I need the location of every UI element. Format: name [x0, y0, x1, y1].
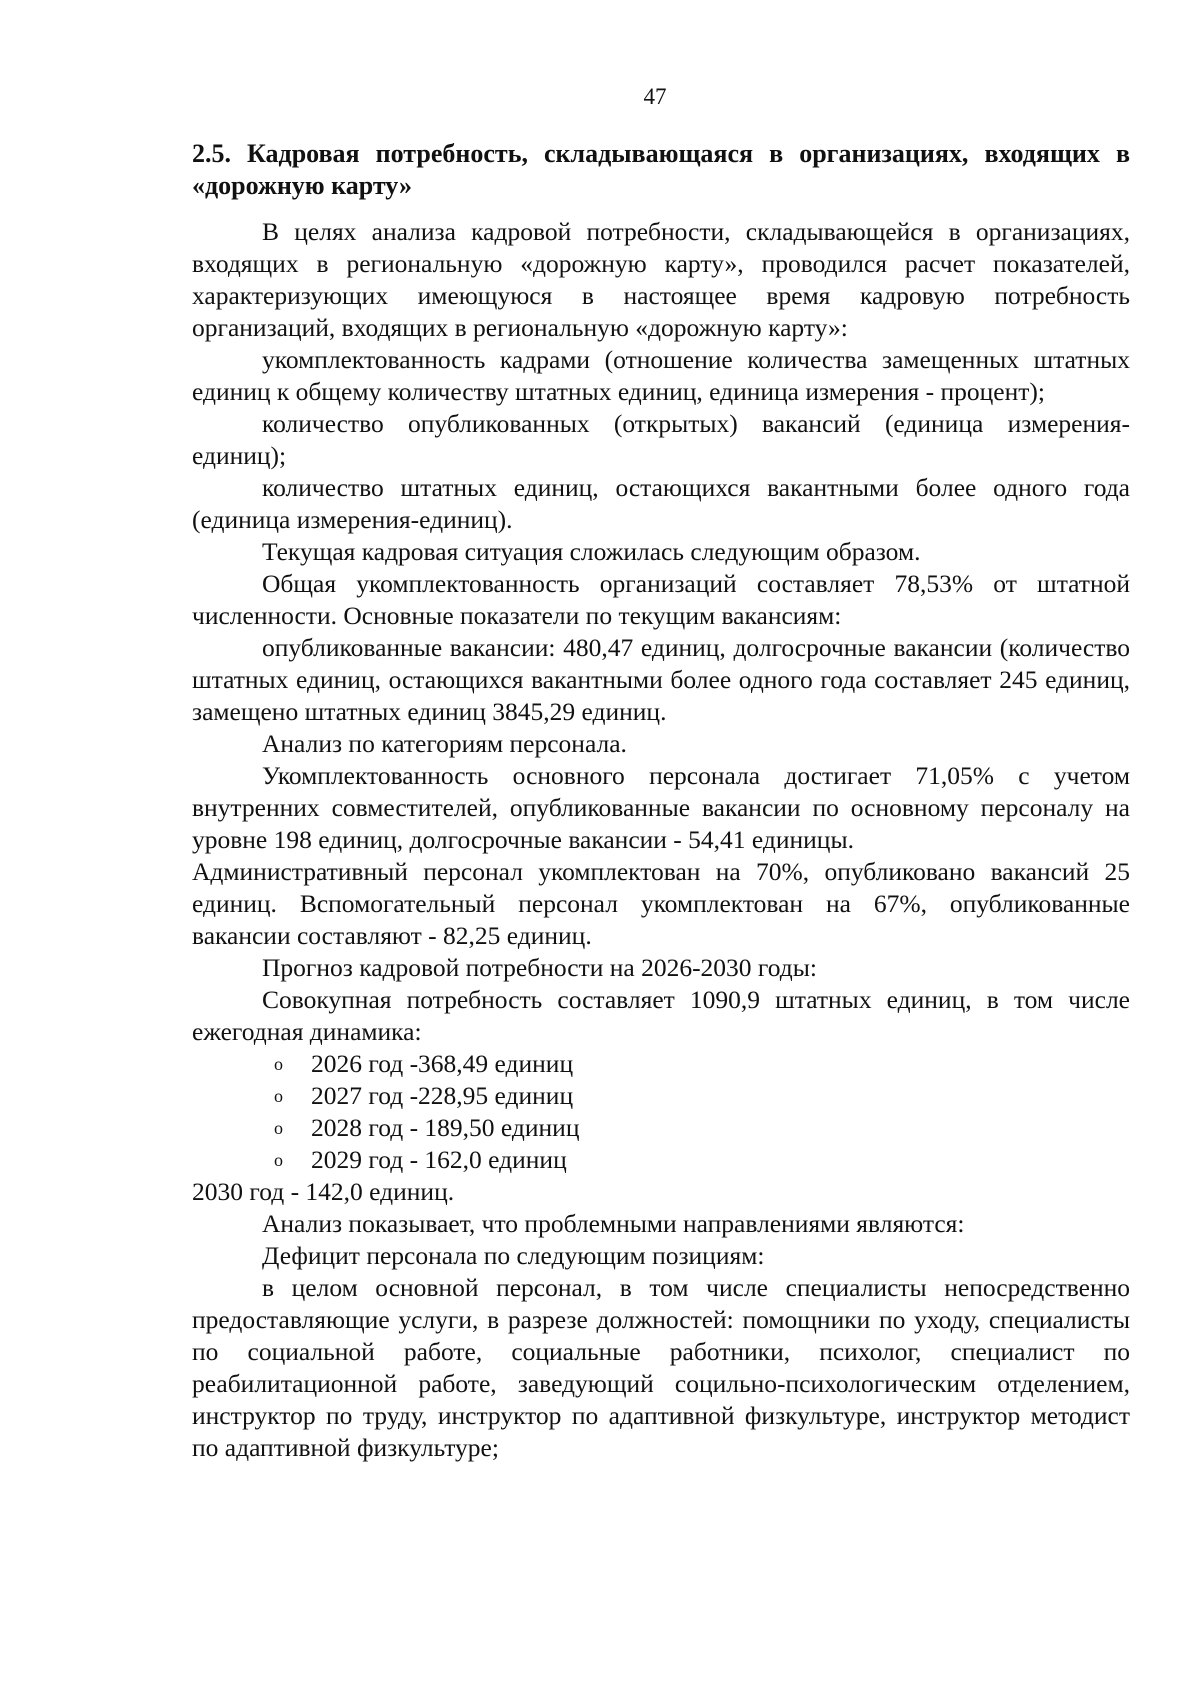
paragraph: количество штатных единиц, остающихся вакантными более одного года (единица измерения-единиц). — [192, 473, 1130, 534]
paragraph: в целом основной персонал, в том числе специалисты непосредственно предоставляющие услуги, в разрезе должностей: помощники по уходу, специалисты по социальной работе, социальные работники, психолог, специалист по реабилитационной работе, заведующий социльно-психологическим отделением, инструктор по труду, инструктор по адаптивной физкультуре, инструктор методист по адаптивной физкультуре; — [192, 1273, 1130, 1462]
paragraph: Укомплектованность основного персонала достигает 71,05% с учетом внутренних совместителей, опубликованные вакансии по основному персоналу на уровне 198 единиц, долгосрочные вакансии - 54,41 единицы. — [192, 761, 1130, 854]
paragraph: укомплектованность кадрами (отношение количества замещенных штатных единиц к общему количеству штатных единиц, единица измерения - процент); — [192, 345, 1130, 406]
paragraph: В целях анализа кадровой потребности, складывающейся в организациях, входящих в региональную «дорожную карту», проводился расчет показателей, характеризующих имеющуюся в настоящее время кадровую потребность организаций, входящих в региональную «дорожную карту»: — [192, 217, 1130, 342]
list-item: o 2028 год - 189,50 единиц — [274, 1113, 580, 1142]
paragraph: Дефицит персонала по следующим позициям: — [262, 1241, 765, 1270]
bullet-circle-icon: o — [274, 1150, 283, 1170]
paragraph: количество опубликованных (открытых) вакансий (единица измерения-единиц); — [192, 409, 1130, 470]
paragraph: опубликованные вакансии: 480,47 единиц, долгосрочные вакансии (количество штатных единиц, остающихся вакантными более одного года составляет 245 единиц, замещено штатных единиц 3845,29 единиц. — [192, 633, 1130, 726]
year-2030-line: 2030 год - 142,0 единиц. — [192, 1177, 455, 1206]
document-body — [192, 138, 1130, 1464]
bullet-circle-icon: o — [274, 1118, 283, 1138]
paragraph: Анализ показывает, что проблемными направлениями являются: — [262, 1209, 965, 1238]
yearly-dynamics-list — [192, 1048, 1130, 1176]
paragraph: Административный персонал укомплектован на 70%, опубликовано вакансий 25 единиц. Вспомогательный персонал укомплектован на 67%, опубликованные вакансии составляют - 82,25 единиц. — [192, 857, 1130, 950]
list-item: o 2029 год - 162,0 единиц — [274, 1145, 567, 1174]
paragraph: Совокупная потребность составляет 1090,9 штатных единиц, в том числе ежегодная динамика: — [192, 985, 1130, 1046]
paragraph: Прогноз кадровой потребности на 2026-2030 годы: — [262, 953, 817, 982]
page-number: 47 — [643, 84, 667, 109]
bullet-circle-icon: o — [274, 1086, 283, 1106]
section-heading: 2.5. Кадровая потребность, складывающаяся в организациях, входящих в «дорожную карту» — [192, 139, 1130, 200]
paragraph: Анализ по категориям персонала. — [262, 729, 627, 758]
paragraph: Общая укомплектованность организаций составляет 78,53% от штатной численности. Основные показатели по текущим вакансиям: — [192, 569, 1130, 630]
bullet-circle-icon: o — [274, 1054, 283, 1074]
paragraph: Текущая кадровая ситуация сложилась следующим образом. — [262, 537, 921, 566]
list-item: o 2027 год -228,95 единиц — [274, 1081, 574, 1110]
list-item: o 2026 год -368,49 единиц — [274, 1049, 574, 1078]
